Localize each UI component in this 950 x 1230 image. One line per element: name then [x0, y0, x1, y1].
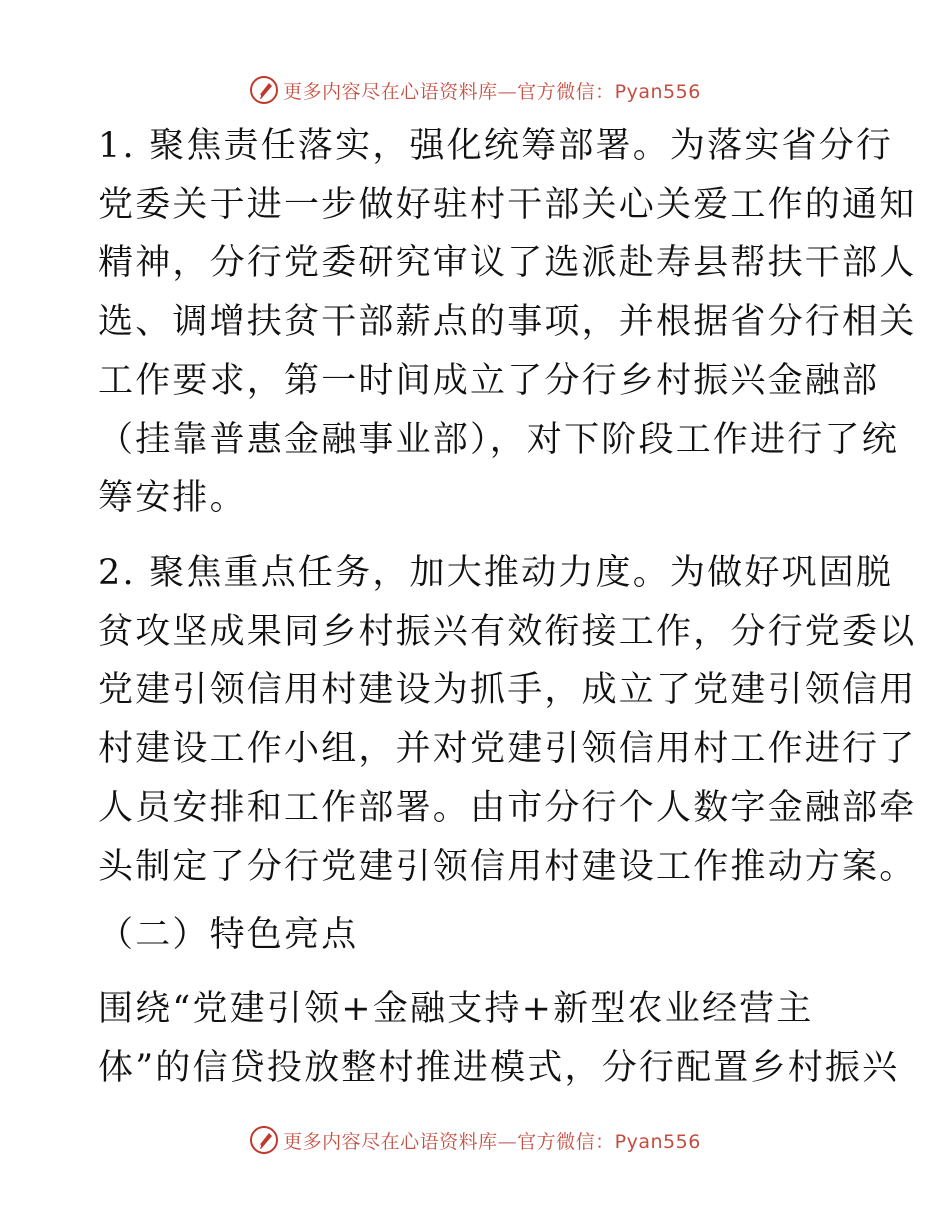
paragraph-line: 贫攻坚成果同乡村振兴有效衔接工作，分行党委以: [98, 611, 917, 652]
section-heading-text: （二）特色亮点: [98, 915, 359, 955]
paragraph-line: 筹安排。: [98, 478, 247, 519]
watermark-footer: [0, 1123, 950, 1157]
section-heading: [98, 906, 858, 965]
paragraph-line: 人员安排和工作部署。由市分行个人数字金融部牵: [98, 787, 917, 828]
paragraph-line: 围绕“党建引领+金融支持+新型农业经营主: [98, 989, 814, 1029]
paragraph-line: 党建引领信用村建设为抓手，成立了党建引领信用: [98, 670, 917, 711]
paragraph-line: 选、调增扶贫干部薪点的事项，并根据省分行相关: [98, 302, 917, 343]
paragraph-line: 工作要求，第一时间成立了分行乡村振兴金融部: [98, 360, 880, 401]
pen-nib-logo-icon: [249, 1125, 279, 1155]
paragraph-line: 体”的信贷投放整村推进模式，分行配置乡村振兴: [98, 1047, 900, 1088]
paragraph-line: （挂靠普惠金融事业部），对下阶段工作进行了统: [98, 419, 899, 460]
paragraph-2: [98, 544, 917, 896]
watermark-header: [0, 73, 950, 107]
paragraph-line: 党委关于进一步做好驻村干部关心关爱工作的通知: [98, 184, 917, 225]
paragraph-line: 2. 聚焦重点任务，加大推动力度。为做好巩固脱: [98, 553, 894, 593]
paragraph-line: 头制定了分行党建引领信用村建设工作推动方案。: [98, 846, 917, 887]
paragraph-line: 1. 聚焦责任落实，强化统筹部署。为落实省分行: [98, 126, 894, 166]
paragraph-line: 精神，分行党委研究审议了选派赴寿县帮扶干部人: [98, 243, 917, 284]
watermark-text: 更多内容尽在心语资料库—官方微信：Pyan556: [283, 1130, 701, 1153]
pen-nib-logo-icon: [249, 75, 279, 105]
watermark-text: 更多内容尽在心语资料库—官方微信：Pyan556: [283, 80, 701, 103]
paragraph-line: 村建设工作小组，并对党建引领信用村工作进行了: [98, 729, 917, 770]
paragraph-1: [98, 117, 917, 528]
paragraph-3: [98, 980, 900, 1097]
